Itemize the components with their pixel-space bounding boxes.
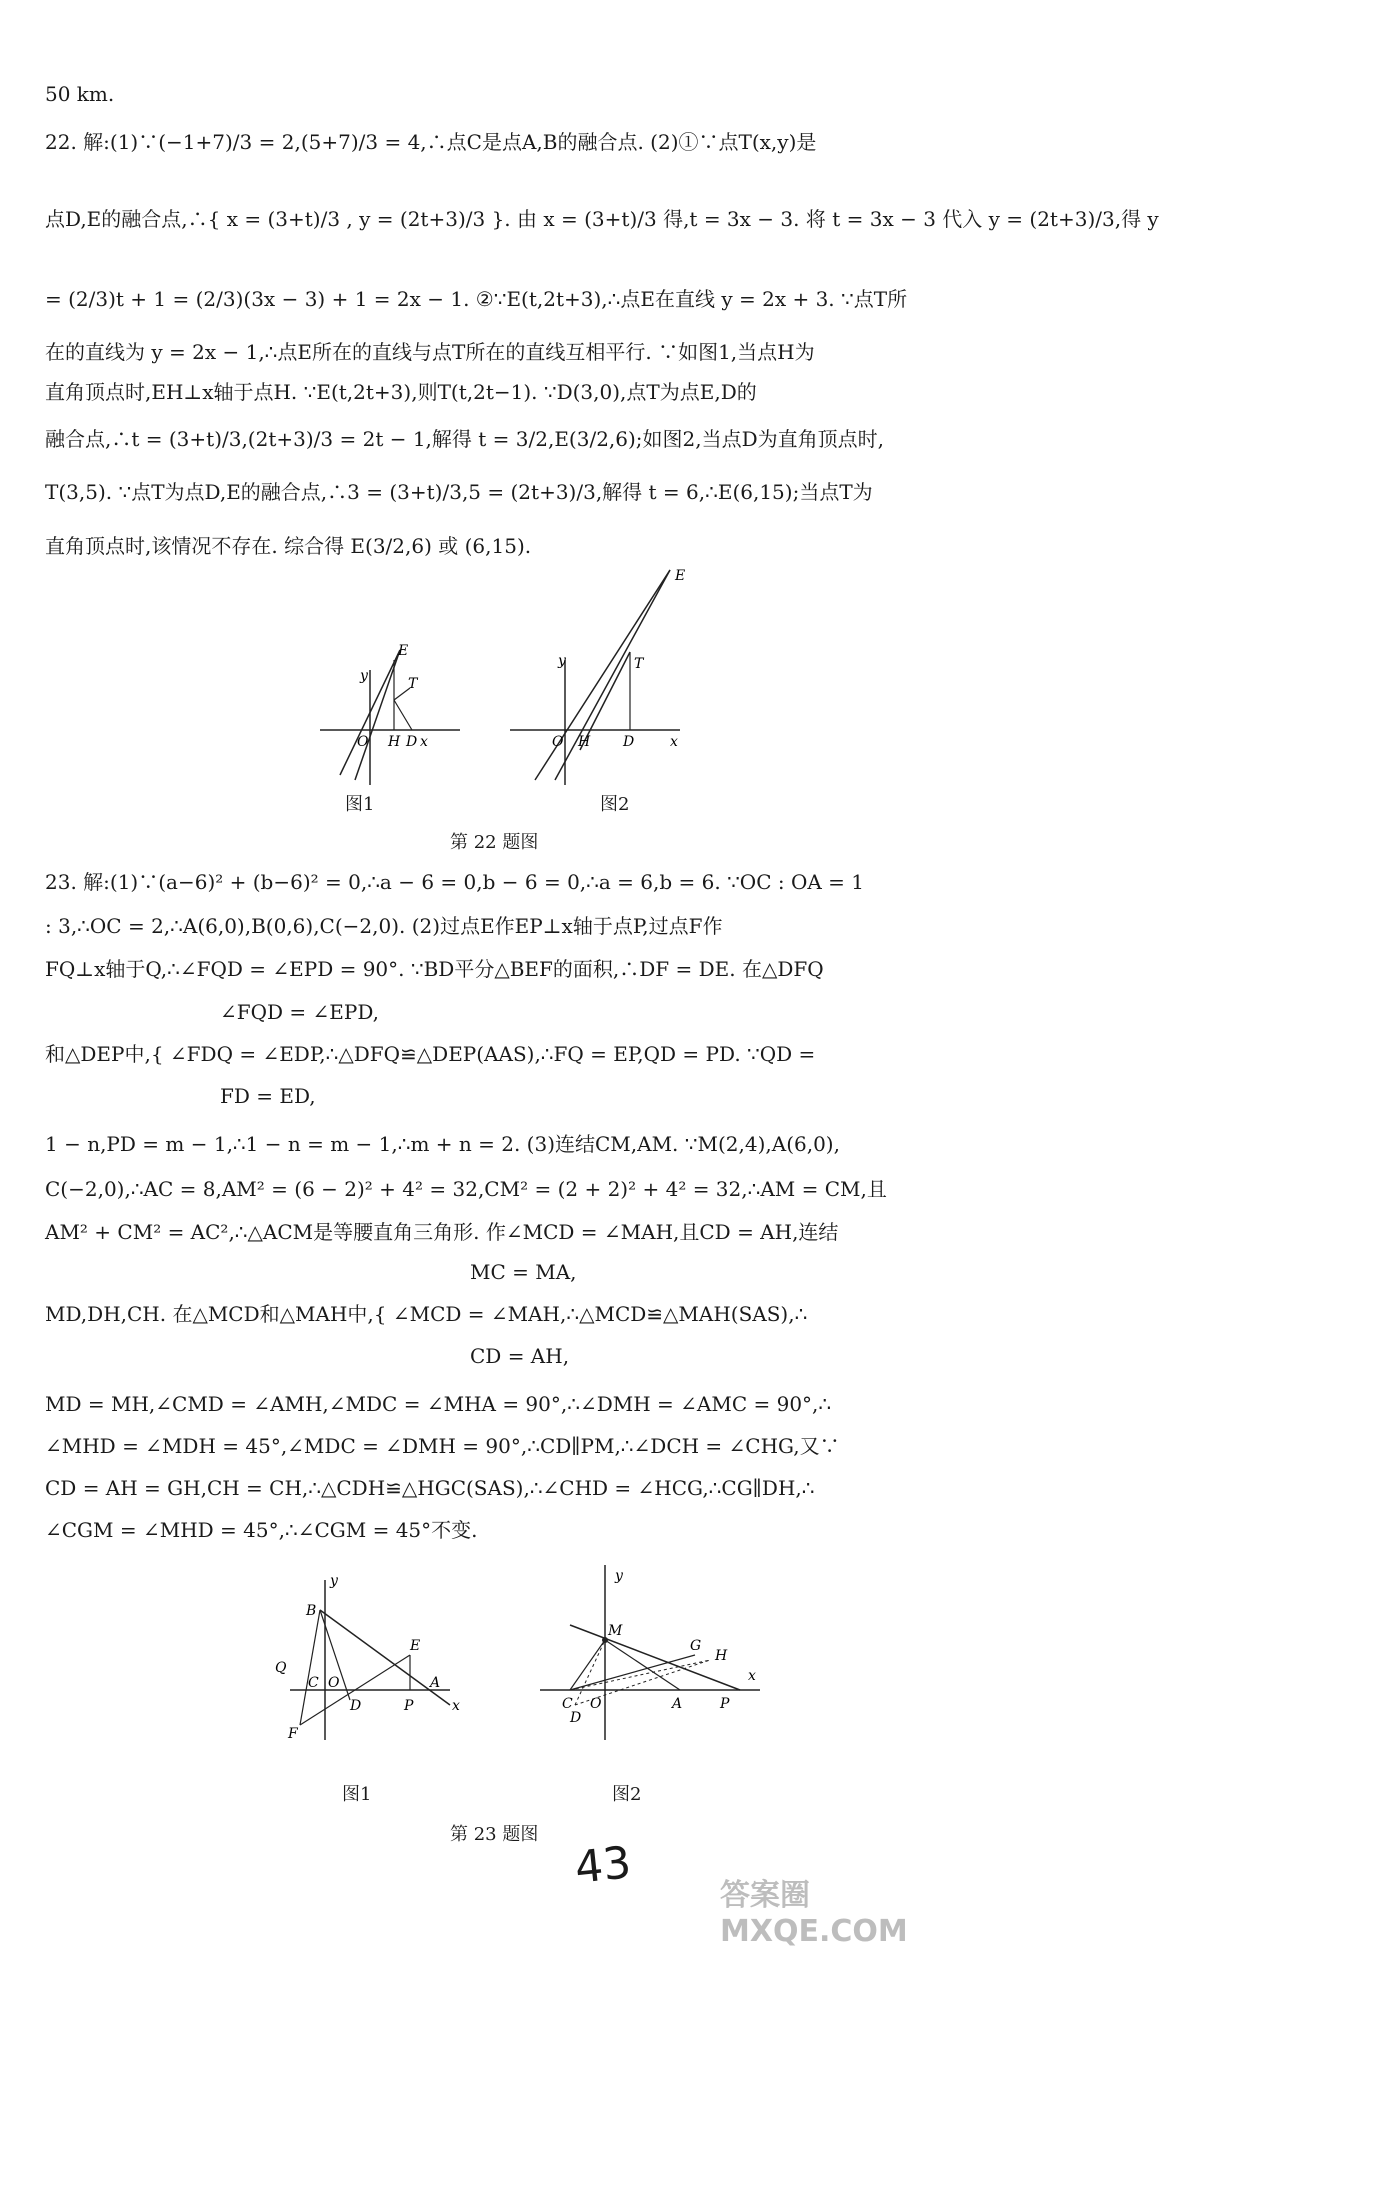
fig23-1-label: A bbox=[430, 1675, 441, 1691]
page-number: 43 bbox=[572, 1837, 634, 1894]
fig23-sub1: 图1 bbox=[342, 1784, 372, 1805]
fig23-1-bf bbox=[300, 1610, 320, 1725]
text-line-13: ∠FQD = ∠EPD, bbox=[220, 1000, 380, 1024]
text-line-21: CD = AH, bbox=[470, 1344, 570, 1368]
fig23-2-label: D bbox=[570, 1710, 582, 1726]
fig23-1-label: P bbox=[404, 1698, 414, 1714]
fig22-2-label: H bbox=[578, 734, 591, 750]
fig23-1-label: B bbox=[306, 1603, 317, 1619]
fig22-sub1: 图1 bbox=[345, 794, 375, 815]
fig23-sub2: 图2 bbox=[612, 1784, 642, 1805]
text-line-24: CD = AH = GH,CH = CH,∴△CDH≌△HGC(SAS),∴∠CHD = ∠HCG,∴CG∥DH,∴ bbox=[45, 1476, 815, 1500]
text-line-20: MD,DH,CH. 在△MCD和△MAH中,{ ∠MCD = ∠MAH,∴△MCD≌△MAH(SAS),∴ bbox=[45, 1302, 808, 1326]
text-line-25: ∠CGM = ∠MHD = 45°,∴∠CGM = 45°不变. bbox=[45, 1518, 478, 1542]
fig23-2-ma bbox=[605, 1640, 680, 1690]
fig22-sub2: 图2 bbox=[600, 794, 630, 815]
text-line-17: C(−2,0),∴AC = 8,AM² = (6 − 2)² + 4² = 32,CM² = (2 + 2)² + 4² = 32,∴AM = CM,且 bbox=[45, 1177, 887, 1201]
figure-22 bbox=[300, 560, 700, 820]
text-line-1: 50 km. bbox=[45, 82, 115, 106]
text-line-8: T(3,5). ∵点T为点D,E的融合点,∴3 = (3+t)/3,5 = (2t+3)/3,解得 t = 6,∴E(6,15);当点T为 bbox=[45, 480, 873, 504]
fig23-1-label: F bbox=[288, 1726, 298, 1742]
text-line-14: 和△DEP中,{ ∠FDQ = ∠EDP,∴△DFQ≌△DEP(AAS),∴FQ = EP,QD = PD. ∵QD = bbox=[45, 1042, 816, 1066]
fig23-1-label: D bbox=[350, 1698, 362, 1714]
fig23-2-label: y bbox=[615, 1568, 623, 1584]
text-line-19: MC = MA, bbox=[470, 1260, 577, 1284]
fig22-2-label: T bbox=[634, 656, 644, 672]
fig23-2-mc bbox=[570, 1640, 605, 1690]
fig22-2-label: O bbox=[552, 734, 564, 750]
fig22-2-label: y bbox=[558, 653, 566, 669]
text-line-5: 在的直线为 y = 2x − 1,∴点E所在的直线与点T所在的直线互相平行. ∵如图1,当点H为 bbox=[45, 340, 815, 364]
fig23-2-label: C bbox=[562, 1696, 573, 1712]
fig22-1-label: H bbox=[388, 734, 401, 750]
text-line-4: = (2/3)t + 1 = (2/3)(3x − 3) + 1 = 2x − 1. ②∵E(t,2t+3),∴点E在直线 y = 2x + 3. ∵点T所 bbox=[45, 287, 908, 311]
text-line-22: MD = MH,∠CMD = ∠AMH,∠MDC = ∠MHA = 90°,∴∠DMH = ∠AMC = 90°,∴ bbox=[45, 1392, 832, 1416]
fig22-caption: 第 22 题图 bbox=[450, 832, 539, 853]
text-line-10: 23. 解:(1)∵(a−6)² + (b−6)² = 0,∴a − 6 = 0,b − 6 = 0,∴a = 6,b = 6. ∵OC : OA = 1 bbox=[45, 870, 864, 894]
text-line-18: AM² + CM² = AC²,∴△ACM是等腰直角三角形. 作∠MCD = ∠MAH,且CD = AH,连结 bbox=[45, 1220, 839, 1244]
fig22-1-label: y bbox=[360, 668, 368, 684]
fig22-1-label: O bbox=[357, 734, 369, 750]
fig22-1-label: E bbox=[398, 643, 409, 659]
text-line-16: 1 − n,PD = m − 1,∴1 − n = m − 1,∴m + n = 2. (3)连结CM,AM. ∵M(2,4),A(6,0), bbox=[45, 1132, 840, 1156]
fig23-caption: 第 23 题图 bbox=[450, 1824, 539, 1845]
fig23-1-label: E bbox=[410, 1638, 421, 1654]
fig23-2-label: M bbox=[608, 1623, 623, 1639]
text-line-7: 融合点,∴t = (3+t)/3,(2t+3)/3 = 2t − 1,解得 t = 3/2,E(3/2,6);如图2,当点D为直角顶点时, bbox=[45, 427, 885, 451]
fig23-2-label: H bbox=[715, 1648, 728, 1664]
fig23-2-label: P bbox=[720, 1696, 730, 1712]
text-line-12: FQ⊥x轴于Q,∴∠FQD = ∠EPD = 90°. ∵BD平分△BEF的面积,∴DF = DE. 在△DFQ bbox=[45, 957, 824, 981]
text-line-6: 直角顶点时,EH⊥x轴于点H. ∵E(t,2t+3),则T(t,2t−1). ∵D(3,0),点T为点E,D的 bbox=[45, 380, 757, 404]
text-line-15: FD = ED, bbox=[220, 1084, 316, 1108]
fig23-1-label: Q bbox=[275, 1660, 287, 1676]
fig23-2-label: A bbox=[672, 1696, 683, 1712]
fig22-2-label: E bbox=[675, 568, 686, 584]
fig23-2-label: G bbox=[690, 1638, 702, 1654]
fig22-1-label: T bbox=[408, 676, 418, 692]
fig23-1-label: C bbox=[308, 1675, 319, 1691]
fig23-2-ch bbox=[570, 1660, 710, 1690]
fig23-1-label: y bbox=[330, 1573, 338, 1589]
text-line-2: 22. 解:(1)∵(−1+7)/3 = 2,(5+7)/3 = 4,∴点C是点A,B的融合点. (2)①∵点T(x,y)是 bbox=[45, 130, 817, 154]
fig23-1-label: O bbox=[328, 1675, 340, 1691]
fig23-2-label: x bbox=[748, 1668, 756, 1684]
fig22-2-line-a bbox=[555, 570, 670, 780]
text-line-23: ∠MHD = ∠MDH = 45°,∠MDC = ∠DMH = 90°,∴CD∥PM,∴∠DCH = ∠CHG,又∵ bbox=[45, 1434, 840, 1458]
text-line-3: 点D,E的融合点,∴{ x = (3+t)/3 , y = (2t+3)/3 }. 由 x = (3+t)/3 得,t = 3x − 3. 将 t = 3x − 3 代入 y = (2t+3)/3,得 y bbox=[45, 207, 1159, 231]
fig23-2-label: O bbox=[590, 1696, 602, 1712]
watermark: 答案圈 MXQE.COM bbox=[720, 1878, 908, 1949]
fig22-1-td bbox=[394, 700, 412, 730]
fig22-1-label: D bbox=[406, 734, 418, 750]
text-line-11: : 3,∴OC = 2,∴A(6,0),B(0,6),C(−2,0). (2)过点E作EP⊥x轴于点P,过点F作 bbox=[45, 914, 723, 938]
fig23-1-label: x bbox=[452, 1698, 460, 1714]
fig23-2-cg bbox=[570, 1655, 695, 1690]
fig22-2-label: D bbox=[623, 734, 635, 750]
fig22-2-label: x bbox=[670, 734, 678, 750]
fig22-1-label: x bbox=[420, 734, 428, 750]
text-line-9: 直角顶点时,该情况不存在. 综合得 E(3/2,6) 或 (6,15). bbox=[45, 534, 532, 558]
